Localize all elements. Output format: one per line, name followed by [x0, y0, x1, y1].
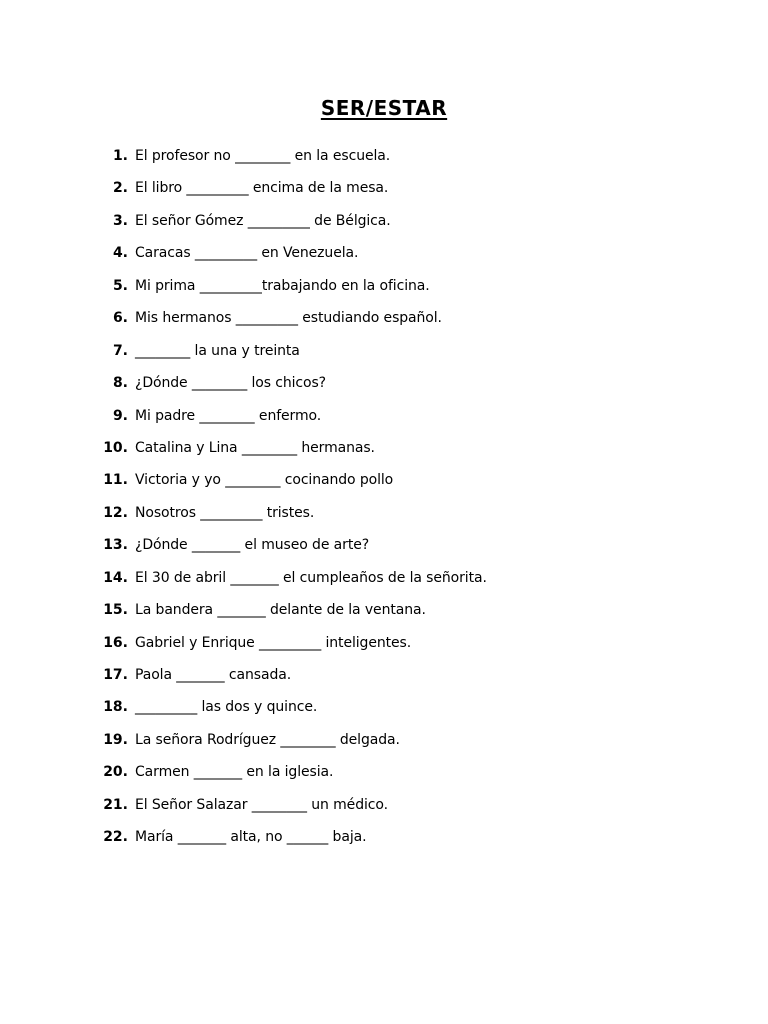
item-text: El 30 de abril _______ el cumpleaños de la señorita.: [135, 569, 487, 586]
item-number: 10.: [103, 439, 128, 456]
item-number: 16.: [103, 634, 128, 651]
list-item: [0, 821, 768, 853]
list-item: [0, 302, 768, 334]
list-item: [0, 140, 768, 172]
list-item: [0, 529, 768, 561]
item-text: Mis hermanos _________ estudiando español.: [135, 310, 442, 327]
list-item: [0, 627, 768, 659]
item-number: 1.: [112, 148, 128, 164]
list-item: [0, 205, 768, 237]
item-number: 2.: [112, 180, 128, 197]
item-number: 22.: [103, 829, 128, 846]
item-text: Nosotros _________ tristes.: [135, 504, 315, 521]
item-number: 17.: [103, 667, 128, 683]
item-number: 3.: [112, 212, 128, 229]
item-number: 11.: [103, 472, 128, 489]
item-number: 6.: [112, 310, 128, 327]
item-text: Paola _______ cansada.: [135, 667, 292, 683]
item-text: ¿Dónde _______ el museo de arte?: [135, 537, 370, 554]
item-number: 21.: [103, 796, 128, 813]
list-item: [0, 724, 768, 756]
item-number: 14.: [103, 569, 128, 586]
item-number: 13.: [103, 537, 128, 554]
item-text: El Señor Salazar ________ un médico.: [135, 796, 388, 813]
item-text: Caracas _________ en Venezuela.: [135, 245, 359, 262]
list-item: [0, 400, 768, 432]
item-number: 9.: [112, 407, 128, 424]
item-number: 12.: [103, 504, 128, 521]
list-item: [0, 432, 768, 464]
item-text: La bandera _______ delante de la ventana.: [135, 602, 426, 619]
list-item: [0, 562, 768, 594]
item-text: ________ la una y treinta: [135, 342, 300, 359]
list-item: [0, 659, 768, 691]
item-text: Victoria y yo ________ cocinando pollo: [135, 472, 394, 489]
item-number: 18.: [103, 699, 128, 716]
item-number: 4.: [112, 245, 128, 262]
item-text: _________ las dos y quince.: [135, 699, 318, 716]
list-item: [0, 789, 768, 821]
item-text: María _______ alta, no ______ baja.: [135, 829, 367, 846]
item-text: El libro _________ encima de la mesa.: [135, 180, 389, 197]
list-item: [0, 497, 768, 529]
list-item: [0, 335, 768, 367]
item-text: Catalina y Lina ________ hermanas.: [135, 439, 375, 456]
list-item: [0, 367, 768, 399]
item-text: La señora Rodríguez ________ delgada.: [135, 731, 400, 748]
list-item: [0, 691, 768, 723]
item-text: Mi prima _________trabajando en la oficina.: [135, 277, 430, 294]
item-number: 5.: [112, 277, 128, 294]
list-item: [0, 237, 768, 269]
item-text: Gabriel y Enrique _________ inteligentes.: [135, 634, 412, 651]
item-number: 19.: [103, 731, 128, 748]
list-item: [0, 172, 768, 204]
item-text: ¿Dónde ________ los chicos?: [135, 375, 326, 392]
item-text: El profesor no ________ en la escuela.: [135, 148, 391, 164]
list-item: [0, 270, 768, 302]
list-item: [0, 594, 768, 626]
item-text: Mi padre ________ enfermo.: [135, 407, 322, 424]
item-number: 7.: [112, 342, 128, 359]
item-number: 15.: [103, 602, 128, 619]
list-item: [0, 464, 768, 496]
item-text: Carmen _______ en la iglesia.: [135, 764, 334, 781]
page-title-text: SER/ESTAR: [320, 96, 448, 120]
exercise-list: [0, 140, 768, 854]
item-number: 20.: [103, 764, 128, 781]
list-item: [0, 756, 768, 788]
item-number: 8.: [112, 375, 128, 392]
page-title: [0, 94, 768, 122]
item-text: El señor Gómez _________ de Bélgica.: [135, 212, 391, 229]
